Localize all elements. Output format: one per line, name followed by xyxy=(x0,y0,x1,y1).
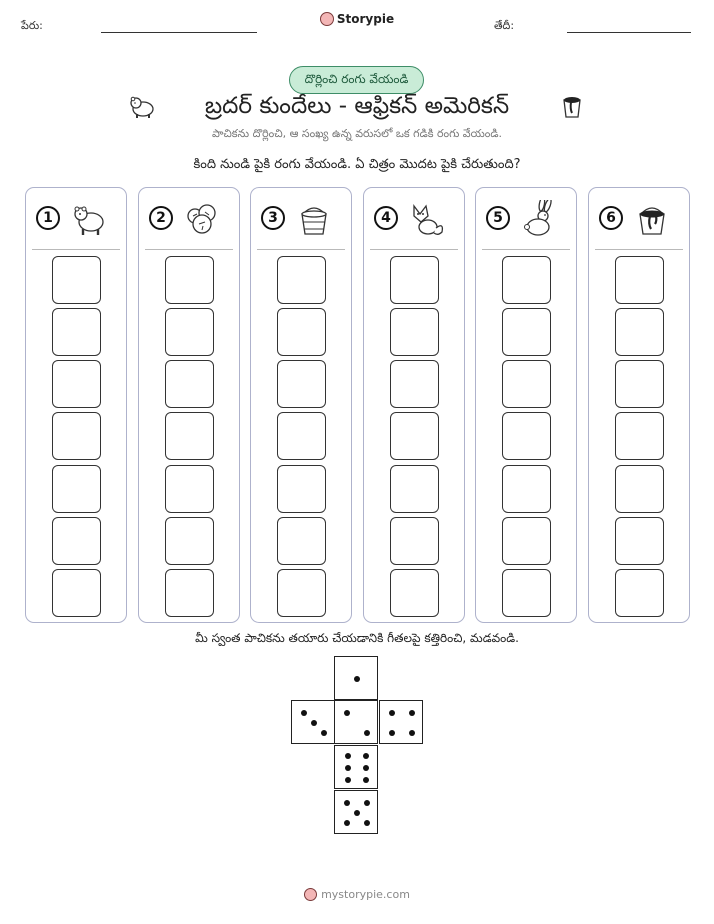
dice-face-2 xyxy=(334,700,378,744)
rabbit-icon xyxy=(520,200,558,238)
column-number: 3 xyxy=(261,206,285,230)
column-divider xyxy=(32,249,120,250)
dice-pip xyxy=(364,800,370,806)
dice-face-5 xyxy=(334,790,378,834)
column-divider xyxy=(145,249,233,250)
color-cell[interactable] xyxy=(52,308,101,356)
dice-pip xyxy=(409,730,415,736)
dice-pip xyxy=(363,765,369,771)
column-number: 2 xyxy=(149,206,173,230)
column-number: 1 xyxy=(36,206,60,230)
color-cell[interactable] xyxy=(277,569,326,617)
dice-pip xyxy=(363,753,369,759)
color-cell[interactable] xyxy=(502,465,551,513)
brand-logo xyxy=(0,12,714,26)
dice-face-6 xyxy=(334,745,378,789)
color-cell[interactable] xyxy=(277,360,326,408)
color-cell[interactable] xyxy=(277,517,326,565)
color-cell[interactable] xyxy=(390,517,439,565)
dice-pip xyxy=(354,810,360,816)
dice-pip xyxy=(345,753,351,759)
color-cell[interactable] xyxy=(277,412,326,460)
color-cell[interactable] xyxy=(165,360,214,408)
dice-face-3 xyxy=(291,700,335,744)
color-cell[interactable] xyxy=(52,465,101,513)
color-cell[interactable] xyxy=(390,412,439,460)
dice-pip xyxy=(311,720,317,726)
column-3 xyxy=(250,187,352,623)
tar-bucket-icon xyxy=(558,92,586,120)
dice-face-4 xyxy=(379,700,423,744)
storypie-logo-icon xyxy=(304,888,317,901)
column-divider xyxy=(257,249,345,250)
dice-pip xyxy=(344,800,350,806)
footer xyxy=(0,888,714,901)
color-cell[interactable] xyxy=(502,360,551,408)
color-cell[interactable] xyxy=(502,569,551,617)
color-cell[interactable] xyxy=(502,256,551,304)
color-cell[interactable] xyxy=(390,256,439,304)
column-number: 6 xyxy=(599,206,623,230)
dice-pip xyxy=(363,777,369,783)
color-cell[interactable] xyxy=(390,465,439,513)
bucket-icon xyxy=(295,200,333,238)
column-2 xyxy=(138,187,240,623)
page-title: బ్రదర్ కుందేలు - ఆఫ్రికన్ అమెరికన్ xyxy=(204,93,510,119)
date-label: తేదీ: xyxy=(494,19,515,32)
dice-pip xyxy=(389,730,395,736)
column-divider xyxy=(595,249,683,250)
dice-pip xyxy=(389,710,395,716)
color-cell[interactable] xyxy=(615,256,664,304)
color-cell[interactable] xyxy=(165,517,214,565)
dice-pip xyxy=(344,710,350,716)
color-cell[interactable] xyxy=(615,412,664,460)
name-label: పేరు: xyxy=(21,19,43,32)
brand-name: Storypie xyxy=(336,12,395,26)
dice-pip xyxy=(301,710,307,716)
color-cell[interactable] xyxy=(502,412,551,460)
dice-pip xyxy=(354,676,360,682)
bear-icon xyxy=(70,200,108,238)
dice-pip xyxy=(409,710,415,716)
instruction: కింది నుండి పైకి రంగు వేయండి. ఏ చిత్రం మొదట పైకి చేరుతుంది? xyxy=(193,157,521,172)
footer-site: mystorypie.com xyxy=(321,888,410,901)
color-cell[interactable] xyxy=(52,256,101,304)
color-cell[interactable] xyxy=(52,360,101,408)
tar-bucket-icon xyxy=(633,200,671,238)
color-cell[interactable] xyxy=(502,517,551,565)
dice-pip xyxy=(364,730,370,736)
color-cell[interactable] xyxy=(165,256,214,304)
subtitle: పాచికను దొర్లించి, ఆ సంఖ్య ఉన్న వరుసలో ఒక గడికి రంగు వేయండి. xyxy=(212,127,502,140)
dice-pip xyxy=(345,777,351,783)
color-cell[interactable] xyxy=(502,308,551,356)
name-line[interactable] xyxy=(101,32,257,33)
column-1 xyxy=(25,187,127,623)
color-cell[interactable] xyxy=(615,465,664,513)
column-4 xyxy=(363,187,465,623)
color-cell[interactable] xyxy=(165,308,214,356)
color-cell[interactable] xyxy=(165,412,214,460)
color-cell[interactable] xyxy=(615,569,664,617)
activity-pill: దొర్లించి రంగు వేయండి xyxy=(289,66,424,94)
color-cell[interactable] xyxy=(165,569,214,617)
color-cell[interactable] xyxy=(52,517,101,565)
column-divider xyxy=(370,249,458,250)
fox-icon xyxy=(408,200,446,238)
dice-pip xyxy=(321,730,327,736)
column-divider xyxy=(482,249,570,250)
color-cell[interactable] xyxy=(615,360,664,408)
color-cell[interactable] xyxy=(390,360,439,408)
color-cell[interactable] xyxy=(390,569,439,617)
color-cell[interactable] xyxy=(615,517,664,565)
column-number: 5 xyxy=(486,206,510,230)
storypie-logo-icon xyxy=(320,12,334,26)
color-cell[interactable] xyxy=(277,308,326,356)
bramble-bush-icon xyxy=(183,200,221,238)
color-cell[interactable] xyxy=(390,308,439,356)
color-cell[interactable] xyxy=(52,569,101,617)
dice-pip xyxy=(364,820,370,826)
date-line[interactable] xyxy=(567,32,691,33)
color-cell[interactable] xyxy=(615,308,664,356)
color-cell[interactable] xyxy=(277,256,326,304)
column-number: 4 xyxy=(374,206,398,230)
dice-pip xyxy=(345,765,351,771)
dice-pip xyxy=(344,820,350,826)
color-cell[interactable] xyxy=(165,465,214,513)
cutout-note: మీ స్వంత పాచికను తయారు చేయడానికి గీతలపై కత్తిరించి, మడవండి. xyxy=(195,631,519,645)
column-5 xyxy=(475,187,577,623)
color-cell[interactable] xyxy=(52,412,101,460)
dice-face-1 xyxy=(334,656,378,700)
column-6 xyxy=(588,187,690,623)
color-cell[interactable] xyxy=(277,465,326,513)
